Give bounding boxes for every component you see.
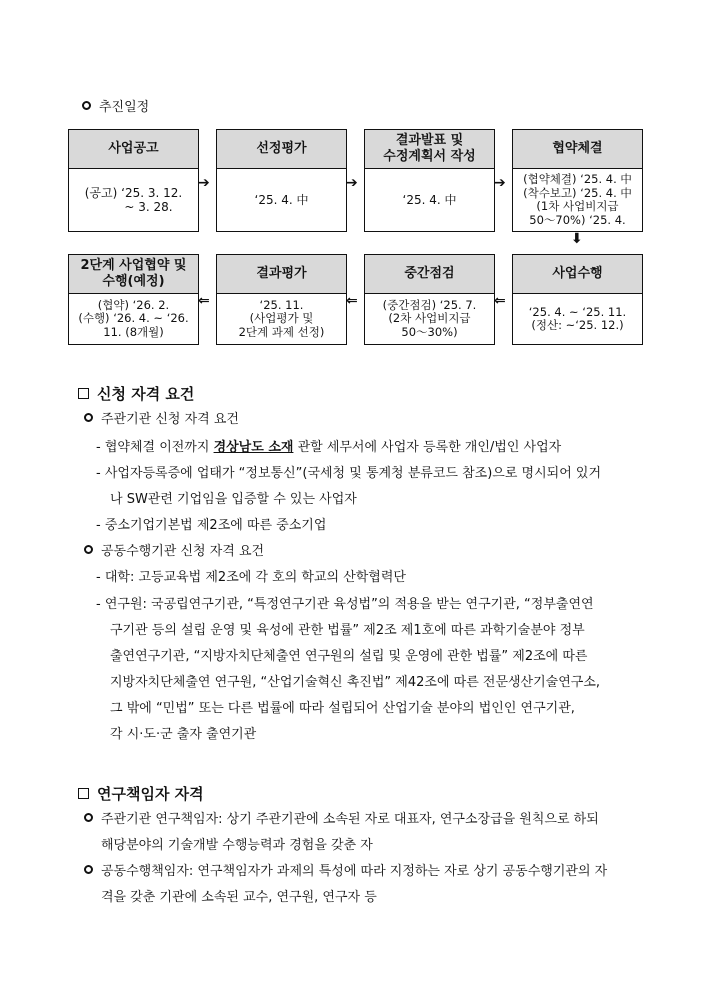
joint-eligibility-heading: 공동수행기관 신청 자격 요건 [84, 544, 264, 559]
joint-eligibility-item-2: - 연구원: 국공립연구기관, “특정연구기관 육성법”의 적용을 받는 연구기관, “정부출연연 [96, 597, 594, 612]
joint-eligibility-item-2-cont: 구기관 등의 설립 운영 및 육성에 관한 법률” 제2조 제1호에 따른 과학기술분야 정부 [110, 623, 585, 638]
joint-eligibility-item-2-cont: 지방자치단체출연 연구원, “산업기술혁신 촉진법” 제42조에 따른 전문생산기술연구소, [110, 675, 601, 690]
arrow-right-icon: ➔ [346, 175, 358, 191]
eligibility-heading: 신청 자격 요건 [78, 383, 194, 404]
researcher-joint: 공동수행책임자: 연구책임자가 과제의 특성에 따라 지정하는 자로 상기 공동수행기관의 자 [84, 864, 607, 879]
box-title: 협약체결 [513, 130, 642, 169]
arrow-right-icon: ➔ [198, 175, 210, 191]
schedule-label: 추진일정 [82, 96, 149, 115]
box-body: (협약) ‘26. 2. (수행) ‘26. 4. ~ ‘26. 11. (8개월) [78, 297, 189, 339]
box-title: 중간점검 [365, 255, 494, 294]
schedule-box-result-evaluation [216, 254, 347, 345]
circle-bullet-icon [82, 101, 91, 110]
schedule-box-selection [216, 129, 347, 232]
researcher-lead: 주관기관 연구책임자: 상기 주관기관에 소속된 자로 대표자, 연구소장급을 원칙으로 하되 [84, 812, 599, 827]
box-title: 2단계 사업협약 및 수행(예정) [69, 255, 198, 294]
square-bullet-icon [78, 388, 89, 399]
box-title: 결과평가 [217, 255, 346, 294]
schedule-box-stage2 [68, 254, 199, 345]
schedule-box-midterm [364, 254, 495, 345]
lead-eligibility-item-1: - 협약체결 이전까지 경상남도 소재 관할 세무서에 사업자 등록한 개인/법인 사업자 [96, 440, 562, 455]
arrow-right-icon: ➔ [494, 175, 506, 191]
researcher-heading: 연구책임자 자격 [78, 783, 204, 804]
box-title: 선정평가 [217, 130, 346, 169]
box-title: 결과발표 및 수정계획서 작성 [365, 130, 494, 169]
schedule-box-execution [512, 254, 643, 345]
circle-bullet-icon [84, 413, 93, 422]
box-body: ‘25. 4. 中 [402, 193, 457, 207]
lead-eligibility-item-2-cont: 나 SW관련 기업임을 입증할 수 있는 사업자 [110, 492, 357, 507]
schedule-box-result-announcement [364, 129, 495, 232]
circle-bullet-icon [84, 545, 93, 554]
joint-eligibility-item-2-cont: 그 밖에 “민법” 또는 다른 법률에 따라 설립되어 산업기술 분야의 법인인 연구기관, [110, 701, 575, 716]
box-body: ‘25. 4. ~ ‘25. 11. (정산: ~‘25. 12.) [528, 304, 627, 332]
joint-eligibility-item-2-cont: 각 시·도·군 출자 출연기관 [110, 727, 257, 742]
box-body: (중간점검) ‘25. 7. (2차 사업비지급 50～30%) [382, 297, 477, 339]
box-title: 사업수행 [513, 255, 642, 294]
circle-bullet-icon [84, 813, 93, 822]
arrow-left-icon: ⇐ [494, 293, 506, 309]
lead-eligibility-item-3: - 중소기업기본법 제2조에 따른 중소기업 [96, 518, 327, 533]
box-title: 사업공고 [69, 130, 198, 169]
lead-eligibility-heading: 주관기관 신청 자격 요건 [84, 412, 239, 427]
schedule-box-agreement [512, 129, 643, 232]
arrow-left-icon: ⇐ [346, 293, 358, 309]
researcher-lead-cont: 해당분야의 기술개발 수행능력과 경험을 갖춘 자 [101, 838, 373, 853]
schedule-box-announcement [68, 129, 199, 232]
region-emphasis: 경상남도 소재 [213, 440, 294, 455]
box-body: ‘25. 4. 中 [254, 193, 309, 207]
joint-eligibility-item-1: - 대학: 고등교육법 제2조에 각 호의 학교의 산학협력단 [96, 570, 406, 585]
arrow-left-icon: ⇐ [198, 293, 210, 309]
arrow-down-icon: ⬇ [571, 231, 583, 247]
lead-eligibility-item-2: - 사업자등록증에 업태가 “정보통신”(국세청 및 통계청 분류코드 참조)으로 명시되어 있거 [96, 466, 602, 481]
square-bullet-icon [78, 788, 89, 799]
box-body: (협약체결) ‘25. 4. 中 (착수보고) ‘25. 4. 中 (1차 사업비지급 50～70%) ‘25. 4. [523, 172, 632, 227]
box-body: ‘25. 11. (사업평가 및 2단계 과제 선정) [238, 297, 325, 339]
circle-bullet-icon [84, 865, 93, 874]
joint-eligibility-item-2-cont: 출연연구기관, “지방자치단체출연 연구원의 설립 및 운영에 관한 법률” 제2조에 따른 [110, 649, 588, 664]
researcher-joint-cont: 격을 갖춘 기관에 소속된 교수, 연구원, 연구자 등 [101, 890, 377, 905]
box-body: (공고) ‘25. 3. 12. ~ 3. 28. [84, 186, 183, 214]
